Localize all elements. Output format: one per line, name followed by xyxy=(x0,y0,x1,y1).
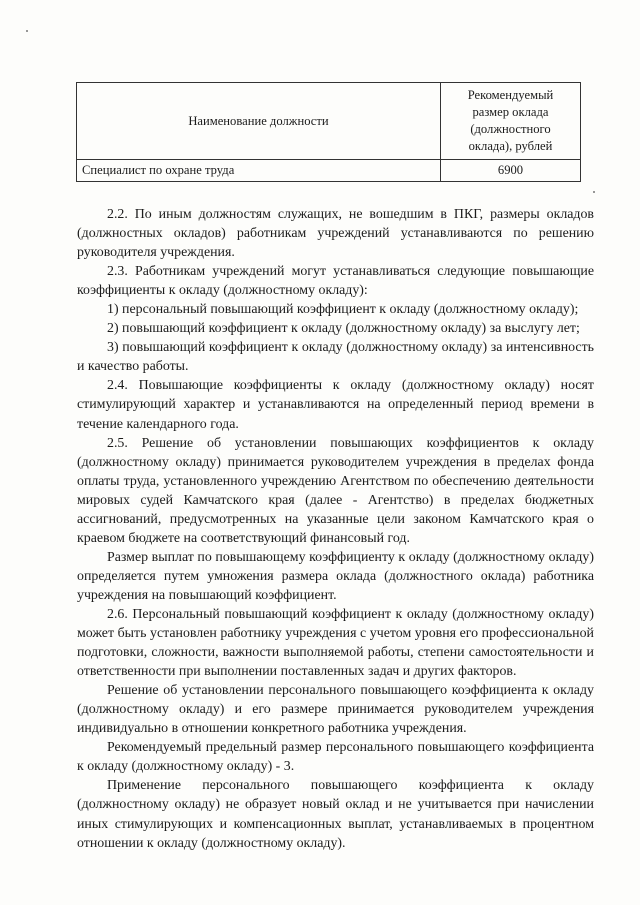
table-row xyxy=(77,160,581,182)
scan-speck xyxy=(26,30,28,32)
salary-table xyxy=(76,82,581,182)
scan-speck xyxy=(593,191,595,193)
paragraph-2-4: 2.4. Повышающие коэффициенты к окладу (должностному окладу) носят стимулирующий характер и устанавливаются на определенный период времени в течение календарного года. xyxy=(77,378,594,432)
paragraph-application: Применение персонального повышающего коэффициента к окладу (должностному окладу) не образует новый оклад и не учитывается при начислении иных стимулирующих и компенсационных выплат, устанавливаемых в процентном отношении к окладу (должностному окладу). xyxy=(77,778,594,851)
body-text xyxy=(77,205,594,853)
cell-position: Специалист по охране труда xyxy=(77,160,441,182)
paragraph-2-3: 2.3. Работникам учреждений могут устанавливаться следующие повышающие коэффициенты к окладу (должностному окладу): xyxy=(77,264,594,299)
header-salary-line: оклада), рублей xyxy=(468,139,553,153)
header-salary-line: размер оклада xyxy=(472,105,549,119)
paragraph-2-5: 2.5. Решение об установлении повышающих коэффициентов к окладу (должностному окладу) принимается руководителем учреждения в пределах фонда оплаты труда, установленного учреждению Агентством по обеспечению деятельности мировых судей Камчатского края (далее - Агентство) в пределах бюджетных ассигнований, предусмотренных на указанные цели законом Камчатского края о краевом бюджете на соответствующий финансовый год. xyxy=(77,435,594,546)
table-header-row xyxy=(77,83,581,160)
paragraph-2-2: 2.2. По иным должностям служащих, не вошедшим в ПКГ, размеры окладов (должностных окладов) работникам учреждений устанавливаются по решению руководителя учреждения. xyxy=(77,207,594,261)
header-salary-line: Рекомендуемый xyxy=(467,88,554,102)
paragraph-2-6: 2.6. Персональный повышающий коэффициент к окладу (должностному окладу) может быть установлен работнику учреждения с учетом уровня его профессиональной подготовки, сложности, важности выполняемой работы, степени самостоятельности и ответственности при выполнении поставленных задач и других факторов. xyxy=(77,606,594,680)
list-item-1: 1) персональный повышающий коэффициент к окладу (должностному окладу); xyxy=(107,302,579,318)
paragraph-payment-size: Размер выплат по повышающему коэффициенту к окладу (должностному окладу) определяется путем умножения размера оклада (должностного оклада) работника учреждения на повышающий коэффициент. xyxy=(77,549,594,603)
cell-salary: 6900 xyxy=(441,160,581,182)
header-position: Наименование должности xyxy=(77,83,441,160)
paragraph-max-coefficient: Рекомендуемый предельный размер персонального повышающего коэффициента к окладу (должностному окладу) - 3. xyxy=(77,740,594,775)
list-item-3: 3) повышающий коэффициент к окладу (должностному окладу) за интенсивность и качество работы. xyxy=(77,340,594,375)
list-item-2: 2) повышающий коэффициент к окладу (должностному окладу) за выслугу лет; xyxy=(107,321,580,337)
header-salary xyxy=(441,83,581,160)
paragraph-decision: Решение об установлении персонального повышающего коэффициента к окладу (должностному окладу) и его размере принимается руководителем учреждения индивидуально в отношении конкретного работника учреждения. xyxy=(77,683,594,737)
header-salary-line: (должностного xyxy=(470,122,551,136)
